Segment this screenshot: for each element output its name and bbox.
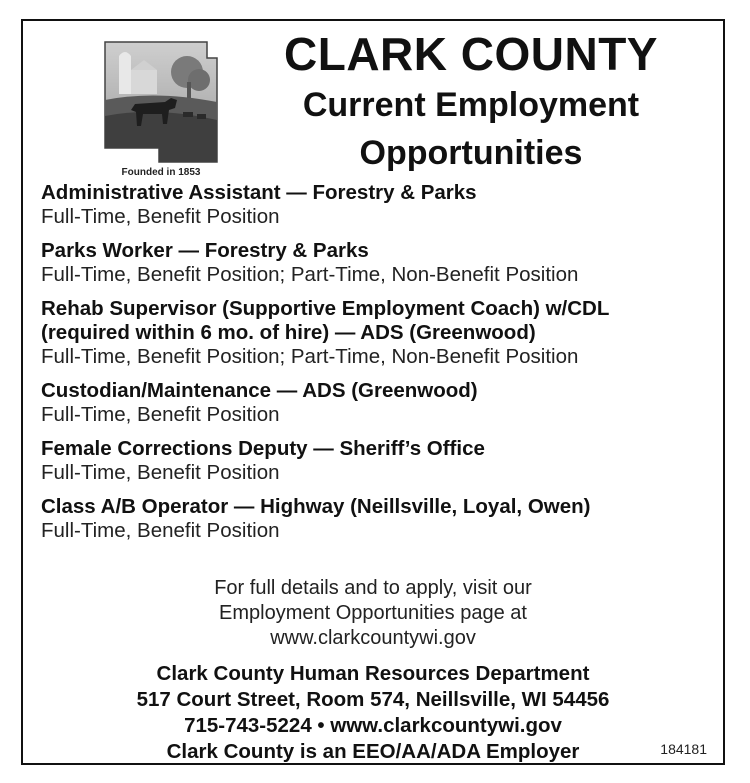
eeo-statement: Clark County is an EEO/AA/ADA Employer [166,740,580,763]
apply-line-1: For full details and to apply, visit our [214,577,532,599]
job-listing [41,239,721,287]
page-title: CLARK COUNTY [284,28,658,80]
job-listing [41,437,721,485]
job-listing [41,495,721,543]
county-logo [95,38,227,188]
subtitle-line-1: Current Employment [302,86,640,124]
ad-frame [21,19,725,765]
job-title: Parks Worker — Forestry & Parks [41,239,369,262]
job-type: Full-Time, Benefit Position [41,519,280,542]
job-type: Full-Time, Benefit Position [41,205,280,228]
job-type: Full-Time, Benefit Position; Part-Time, Non-Benefit Position [41,345,579,368]
phone-and-website: 715-743-5224 • www.clarkcountywi.gov [184,714,562,737]
job-listing [41,297,721,369]
job-title: Administrative Assistant — Forestry & Parks [41,181,477,204]
job-listing [41,379,721,427]
job-type: Full-Time, Benefit Position [41,403,280,426]
clark-county-seal-icon [95,38,227,166]
job-title: Rehab Supervisor (Supportive Employment Coach) w/CDL [41,297,610,320]
contact-block [23,661,723,765]
job-listing [41,181,721,229]
ad-header [251,27,691,177]
job-list [41,181,721,553]
ad-number: 184181 [660,741,707,757]
subtitle-line-2: Opportunities [359,134,583,172]
logo-caption: Founded in 1853 [121,167,201,178]
apply-line-2: Employment Opportunities page at [219,602,527,624]
website-link[interactable]: www.clarkcountywi.gov [270,627,476,649]
apply-instructions [23,576,723,651]
job-title: Custodian/Maintenance — ADS (Greenwood) [41,379,478,402]
job-title: Class A/B Operator — Highway (Neillsville, Loyal, Owen) [41,495,591,518]
address: 517 Court Street, Room 574, Neillsville, WI 54456 [136,688,610,711]
job-title: Female Corrections Deputy — Sheriff’s Office [41,437,485,460]
department-name: Clark County Human Resources Department [156,662,590,685]
job-title-line-2: (required within 6 mo. of hire) — ADS (Greenwood) [41,321,536,344]
job-type: Full-Time, Benefit Position; Part-Time, Non-Benefit Position [41,263,579,286]
job-type: Full-Time, Benefit Position [41,461,280,484]
